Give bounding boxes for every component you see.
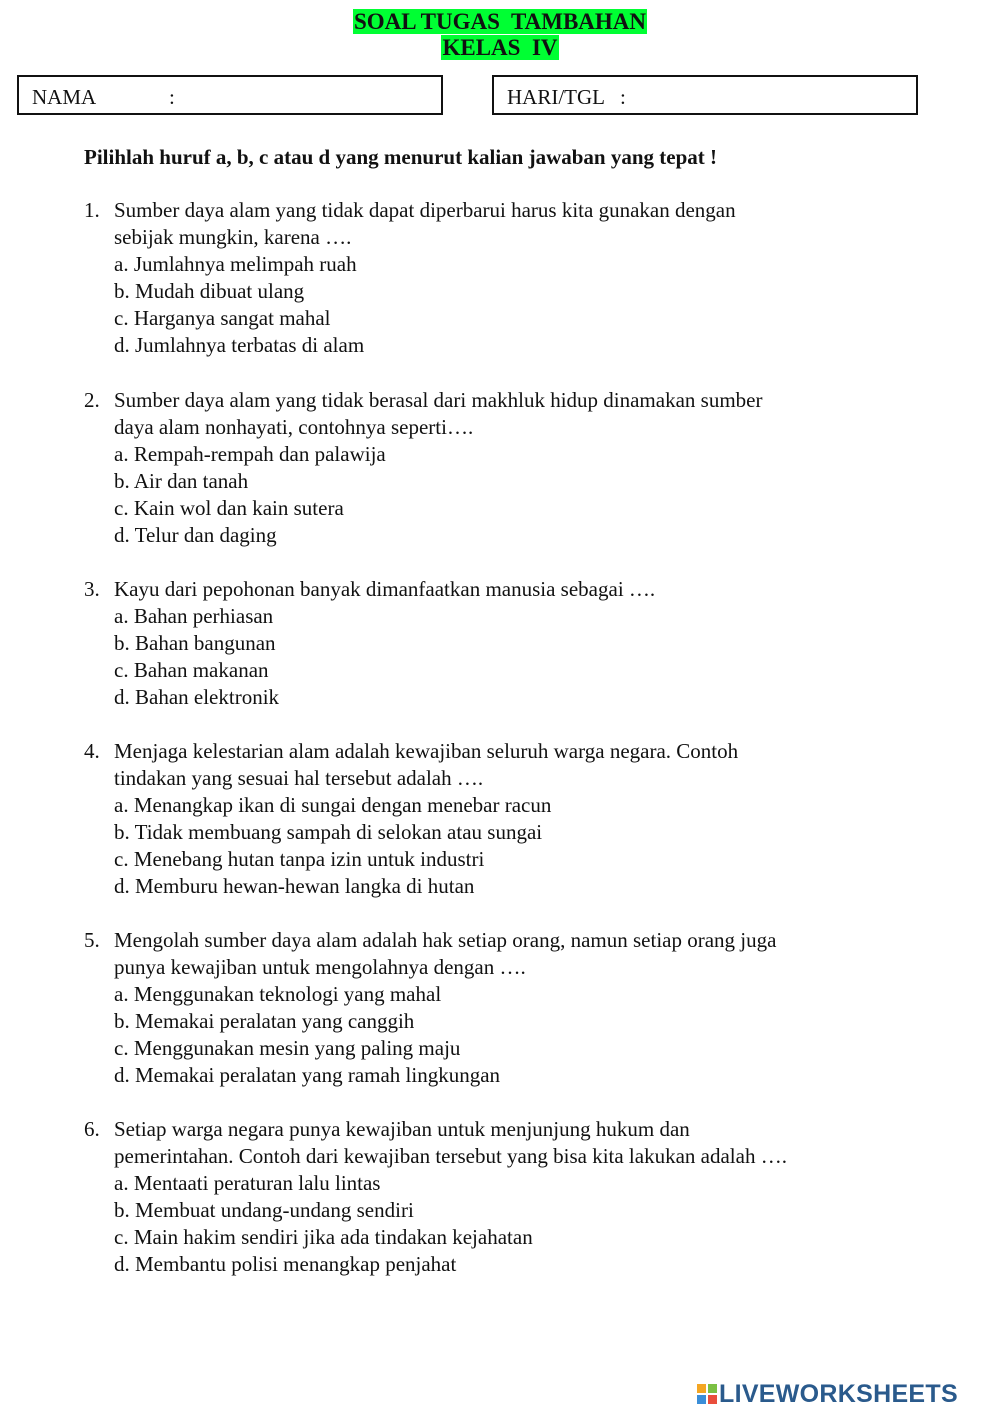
answer-option-d[interactable]: d. Memakai peralatan yang ramah lingkungan (114, 1063, 501, 1087)
question-text-line (84, 765, 904, 792)
answer-option-b[interactable]: b. Bahan bangunan (114, 631, 276, 655)
question-text: pemerintahan. Contoh dari kewajiban tersebut yang bisa kita lakukan adalah …. (114, 1144, 787, 1168)
instruction-text: Pilihlah huruf a, b, c atau d yang menurut kalian jawaban yang tepat ! (84, 145, 718, 169)
question-text-line (84, 954, 904, 981)
answer-option-b[interactable]: b. Memakai peralatan yang canggih (114, 1009, 415, 1033)
question-text-line (84, 1116, 904, 1143)
question-number: 1. (84, 198, 100, 222)
answer-option-a[interactable]: a. Mentaati peraturan lalu lintas (114, 1171, 381, 1195)
worksheet-title: SOAL TUGAS TAMBAHAN (353, 9, 647, 34)
hari-tgl-field[interactable] (492, 75, 918, 115)
answer-option-c[interactable]: c. Main hakim sendiri jika ada tindakan kejahatan (114, 1225, 533, 1249)
question-text: punya kewajiban untuk mengolahnya dengan …. (114, 955, 526, 979)
answer-option-d[interactable]: d. Jumlahnya terbatas di alam (114, 333, 365, 357)
liveworksheets-logo: LIVEWORKSHEETS (697, 1380, 958, 1408)
question-number: 5. (84, 928, 100, 952)
answer-option-d[interactable]: d. Telur dan daging (114, 523, 277, 547)
question-5 (84, 927, 904, 1089)
question-text-line (84, 387, 904, 414)
answer-option-c[interactable]: c. Harganya sangat mahal (114, 306, 331, 330)
worksheet-class: KELAS IV (442, 35, 558, 60)
hari-tgl-colon: : (620, 85, 626, 109)
hari-tgl-label: HARI/TGL (507, 85, 605, 109)
question-text: tindakan yang sesuai hal tersebut adalah …. (114, 766, 484, 790)
answer-option-c[interactable]: c. Kain wol dan kain sutera (114, 496, 344, 520)
answer-option-a[interactable]: a. Bahan perhiasan (114, 604, 274, 628)
question-text: Kayu dari pepohonan banyak dimanfaatkan manusia sebagai …. (114, 577, 656, 601)
question-text-line (84, 738, 904, 765)
question-text: Sumber daya alam yang tidak dapat diperbarui harus kita gunakan dengan (114, 198, 736, 222)
answer-option-b[interactable]: b. Tidak membuang sampah di selokan atau sungai (114, 820, 543, 844)
question-text-line (84, 1143, 904, 1170)
answer-option-a[interactable]: a. Menangkap ikan di sungai dengan menebar racun (114, 793, 552, 817)
answer-option-c[interactable]: c. Menebang hutan tanpa izin untuk industri (114, 847, 485, 871)
question-number: 4. (84, 739, 100, 763)
question-text: Setiap warga negara punya kewajiban untuk menjunjung hukum dan (114, 1117, 690, 1141)
answer-option-d[interactable]: d. Bahan elektronik (114, 685, 280, 709)
answer-option-d[interactable]: d. Memburu hewan-hewan langka di hutan (114, 874, 475, 898)
question-text-line (84, 224, 904, 251)
question-text: Mengolah sumber daya alam adalah hak setiap orang, namun setiap orang juga (114, 928, 777, 952)
nama-label: NAMA (32, 85, 97, 109)
liveworksheets-logo-icon (697, 1384, 717, 1404)
question-1 (84, 197, 904, 359)
question-3 (84, 576, 904, 711)
question-text: Sumber daya alam yang tidak berasal dari makhluk hidup dinamakan sumber (114, 388, 763, 412)
question-2 (84, 387, 904, 549)
question-text: sebijak mungkin, karena …. (114, 225, 352, 249)
question-6 (84, 1116, 904, 1278)
answer-option-b[interactable]: b. Membuat undang-undang sendiri (114, 1198, 414, 1222)
answer-option-c[interactable]: c. Menggunakan mesin yang paling maju (114, 1036, 461, 1060)
answer-option-d[interactable]: d. Membantu polisi menangkap penjahat (114, 1252, 457, 1276)
answer-option-c[interactable]: c. Bahan makanan (114, 658, 269, 682)
question-text-line (84, 576, 904, 603)
question-number: 6. (84, 1117, 100, 1141)
question-text-line (84, 197, 904, 224)
answer-option-b[interactable]: b. Mudah dibuat ulang (114, 279, 305, 303)
nama-field[interactable] (17, 75, 443, 115)
answer-option-b[interactable]: b. Air dan tanah (114, 469, 249, 493)
answer-option-a[interactable]: a. Jumlahnya melimpah ruah (114, 252, 357, 276)
question-number: 3. (84, 577, 100, 601)
answer-option-a[interactable]: a. Menggunakan teknologi yang mahal (114, 982, 442, 1006)
question-number: 2. (84, 388, 100, 412)
question-4 (84, 738, 904, 900)
question-text: Menjaga kelestarian alam adalah kewajiban seluruh warga negara. Contoh (114, 739, 739, 763)
answer-option-a[interactable]: a. Rempah-rempah dan palawija (114, 442, 386, 466)
question-text: daya alam nonhayati, contohnya seperti…. (114, 415, 474, 439)
question-text-line (84, 414, 904, 441)
nama-colon: : (169, 85, 175, 109)
question-text-line (84, 927, 904, 954)
